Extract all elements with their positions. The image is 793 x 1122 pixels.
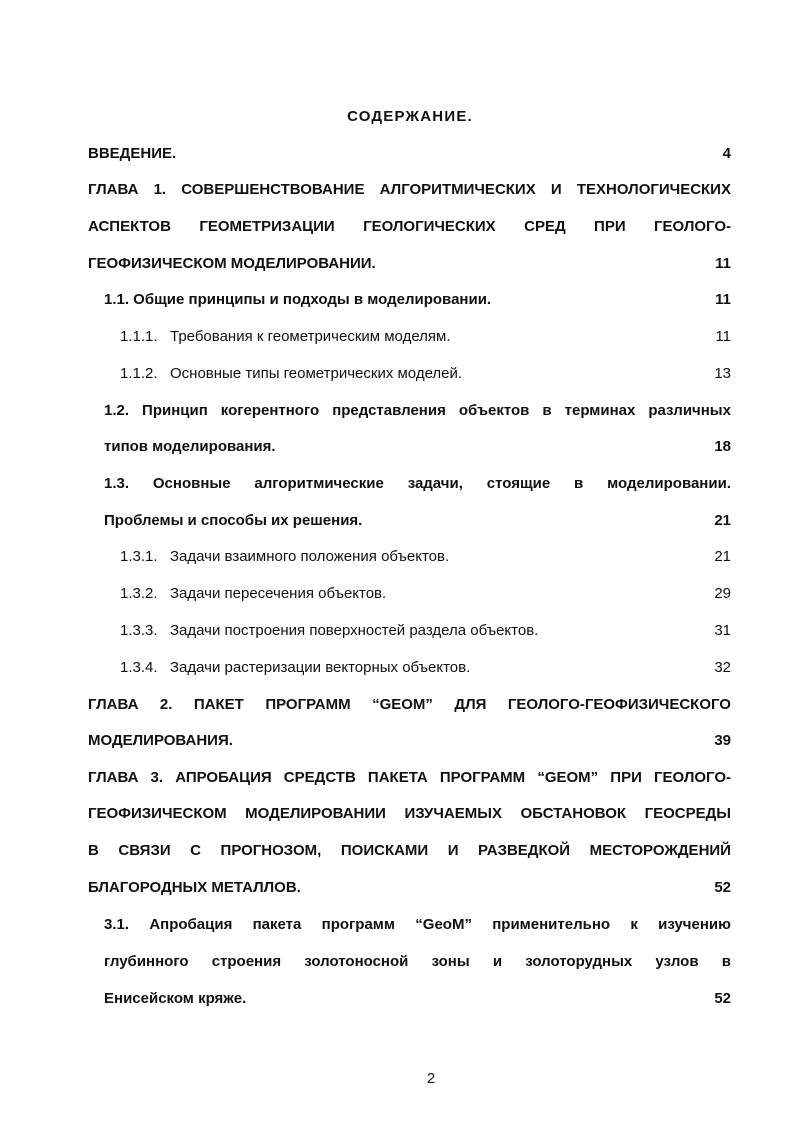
- toc-entry-page: 13: [714, 365, 731, 382]
- toc-entry-page: 39: [714, 732, 731, 749]
- toc-entry-text: Основные типы геометрических моделей.: [170, 365, 463, 382]
- toc-entry: [88, 730, 731, 752]
- toc-entry-text: “GEOM”: [372, 696, 433, 713]
- toc-entry-number: 1.1.2.: [120, 365, 158, 382]
- toc-entry-text: когерентного: [220, 402, 320, 419]
- toc-entry-text: в: [542, 402, 552, 419]
- toc-entry-text: золоторудных: [525, 953, 633, 970]
- toc-entry-text: Принцип: [142, 402, 208, 419]
- toc-entry-text: ПАКЕТА: [367, 769, 428, 786]
- toc-entry-text: терминах: [564, 402, 636, 419]
- toc-entry-page: 52: [714, 990, 731, 1007]
- toc-entry-number: 1.3.1.: [120, 548, 158, 565]
- toc-entry-text: ГЕОЛОГИЧЕСКИХ: [363, 218, 496, 235]
- toc-entry-text: АПРОБАЦИЯ: [175, 769, 272, 786]
- toc-entry: [104, 951, 731, 973]
- toc-entry-text: МЕСТОРОЖДЕНИЙ: [589, 842, 731, 859]
- toc-entry-text: типов моделирования.: [104, 438, 276, 455]
- toc-entry-text: пакета: [252, 916, 302, 933]
- toc-entry-text: 1.3.: [104, 475, 130, 492]
- toc-entry-text: Енисейском кряже.: [104, 990, 247, 1007]
- toc-entry-page: 18: [714, 438, 731, 455]
- toc-entry: [104, 914, 731, 936]
- toc-entry-text: МОДЕЛИРОВАНИИ: [245, 805, 386, 822]
- toc-entry-text: узлов: [655, 953, 699, 970]
- toc-entry: [88, 767, 731, 789]
- toc-entry-text: СВЯЗИ: [118, 842, 171, 859]
- toc-entry-text: МОДЕЛИРОВАНИЯ.: [88, 732, 233, 749]
- toc-entry-text: ГЛАВА: [88, 769, 139, 786]
- toc-entry-text: ГЕОСРЕДЫ: [644, 805, 731, 822]
- toc-entry-page: 52: [714, 879, 731, 896]
- toc-entry-text: 3.1.: [104, 916, 130, 933]
- toc-entry: [104, 289, 731, 311]
- toc-entry-text: Основные: [152, 475, 231, 492]
- toc-entry-text: ПРОГРАММ: [439, 769, 526, 786]
- toc-entry-page: 31: [714, 622, 731, 639]
- toc-entry-text: В: [88, 842, 99, 859]
- toc-entry: [88, 179, 731, 201]
- toc-entry-text: ДЛЯ: [454, 696, 487, 713]
- page-number: 2: [426, 1070, 436, 1087]
- toc-entry-text: АЛГОРИТМИЧЕСКИХ: [379, 181, 536, 198]
- toc-entry-number: 1.3.2.: [120, 585, 158, 602]
- toc-entry-text: применительно: [492, 916, 611, 933]
- toc-entry-text: ГЕОЛОГО-: [654, 218, 731, 235]
- toc-entry: [88, 143, 731, 165]
- toc-entry: [88, 877, 731, 899]
- toc-entry-text: Задачи построения поверхностей раздела объектов.: [170, 622, 539, 639]
- toc-entry-text: представления: [332, 402, 446, 419]
- toc-entry: [88, 803, 731, 825]
- toc-entry-text: Задачи растеризации векторных объектов.: [170, 659, 471, 676]
- toc-entry-text: ПАКЕТ: [193, 696, 244, 713]
- toc-title: СОДЕРЖАНИЕ.: [347, 108, 473, 125]
- toc-entry-text: объектов: [458, 402, 530, 419]
- toc-entry-number: 1.3.4.: [120, 659, 158, 676]
- toc-entry: [88, 694, 731, 716]
- toc-entry-page: 4: [722, 145, 731, 162]
- toc-entry-page: 21: [714, 512, 731, 529]
- toc-entry-text: ОБСТАНОВОК: [520, 805, 627, 822]
- toc-entry-text: ТЕХНОЛОГИЧЕСКИХ: [576, 181, 731, 198]
- toc-entry-text: ГЕОФИЗИЧЕСКОМ: [88, 805, 227, 822]
- toc-entry-text: СОВЕРШЕНСТВОВАНИЕ: [181, 181, 365, 198]
- toc-entry-text: Задачи пересечения объектов.: [170, 585, 387, 602]
- toc-entry-text: стоящие: [486, 475, 551, 492]
- toc-entry-text: Требования к геометрическим моделям.: [170, 328, 451, 345]
- toc-entry-page: 32: [714, 659, 731, 676]
- toc-entry-text: ПРИ: [610, 769, 642, 786]
- toc-entry-page: 29: [714, 585, 731, 602]
- toc-entry-text: ГЕОЛОГО-ГЕОФИЗИЧЕСКОГО: [507, 696, 731, 713]
- toc-entry: [104, 510, 731, 532]
- toc-entry-text: “GeoM”: [415, 916, 472, 933]
- toc-entry: [120, 657, 731, 679]
- toc-entry-text: изучению: [658, 916, 731, 933]
- toc-entry-text: ПРОГНОЗОМ,: [220, 842, 322, 859]
- toc-entry-text: к: [630, 916, 638, 933]
- toc-entry-page: 21: [714, 548, 731, 565]
- toc-entry-number: 1.3.3.: [120, 622, 158, 639]
- toc-entry: [88, 253, 731, 275]
- toc-entry-text: различных: [648, 402, 731, 419]
- toc-entry-text: СРЕД: [524, 218, 566, 235]
- toc-entry-text: 1.1. Общие принципы и подходы в моделировании.: [104, 291, 492, 308]
- toc-entry: [120, 620, 731, 642]
- toc-entry-text: ГЕОЛОГО-: [654, 769, 731, 786]
- toc-entry-text: ГЛАВА: [88, 181, 139, 198]
- toc-entry-page: 11: [715, 328, 731, 345]
- toc-entry-text: И: [550, 181, 562, 198]
- toc-entry: [104, 400, 731, 422]
- toc-entry-text: ПРОГРАММ: [265, 696, 351, 713]
- toc-entry-text: 3.: [150, 769, 164, 786]
- toc-entry-text: и: [492, 953, 503, 970]
- toc-entry-text: глубинного: [104, 953, 189, 970]
- toc-entry-text: С: [190, 842, 202, 859]
- toc-entry-text: СРЕДСТВ: [283, 769, 356, 786]
- toc-entry: [88, 840, 731, 862]
- toc-entry-text: “GEOM”: [537, 769, 599, 786]
- toc-entry-text: ПОИСКАМИ: [340, 842, 429, 859]
- toc-entry-text: 1.: [153, 181, 167, 198]
- toc-entry-text: в: [574, 475, 584, 492]
- toc-entry-text: программ: [321, 916, 395, 933]
- toc-entry-text: И: [447, 842, 459, 859]
- toc-entry-text: зоны: [431, 953, 470, 970]
- toc-entry-text: ИЗУЧАЕМЫХ: [404, 805, 502, 822]
- toc-entry-number: 1.1.1.: [120, 328, 158, 345]
- toc-entry: [104, 473, 731, 495]
- toc-entry-text: в: [721, 953, 731, 970]
- toc-entry-text: АСПЕКТОВ: [88, 218, 171, 235]
- toc-entry-page: 11: [715, 255, 731, 272]
- toc-entry-text: задачи,: [407, 475, 463, 492]
- toc-entry-text: Задачи взаимного положения объектов.: [170, 548, 450, 565]
- toc-entry-text: 2.: [159, 696, 173, 713]
- toc-entry-text: ПРИ: [594, 218, 626, 235]
- toc-entry-text: золотоносной: [304, 953, 409, 970]
- toc-entry-text: ГЕОФИЗИЧЕСКОМ МОДЕЛИРОВАНИИ.: [88, 255, 376, 272]
- toc-entry-text: алгоритмические: [254, 475, 384, 492]
- toc-entry-text: ГЛАВА: [88, 696, 139, 713]
- toc-entry: [88, 216, 731, 238]
- toc-entry-text: строения: [211, 953, 282, 970]
- toc-entry-text: 1.2.: [104, 402, 130, 419]
- toc-entry: [120, 363, 731, 385]
- toc-entry-page: 11: [715, 291, 731, 308]
- toc-entry: [104, 436, 731, 458]
- toc-entry-text: ГЕОМЕТРИЗАЦИИ: [199, 218, 335, 235]
- toc-entry-text: моделировании.: [607, 475, 731, 492]
- toc-entry-text: Апробация: [149, 916, 233, 933]
- toc-entry-text: РАЗВЕДКОЙ: [478, 842, 571, 859]
- toc-entry: [104, 988, 731, 1010]
- toc-entry-text: ВВЕДЕНИЕ.: [88, 145, 177, 162]
- toc-entry: [120, 546, 731, 568]
- toc-entry-text: БЛАГОРОДНЫХ МЕТАЛЛОВ.: [88, 879, 301, 896]
- toc-entry: [120, 326, 731, 348]
- toc-entry: [120, 583, 731, 605]
- toc-entry-text: Проблемы и способы их решения.: [104, 512, 363, 529]
